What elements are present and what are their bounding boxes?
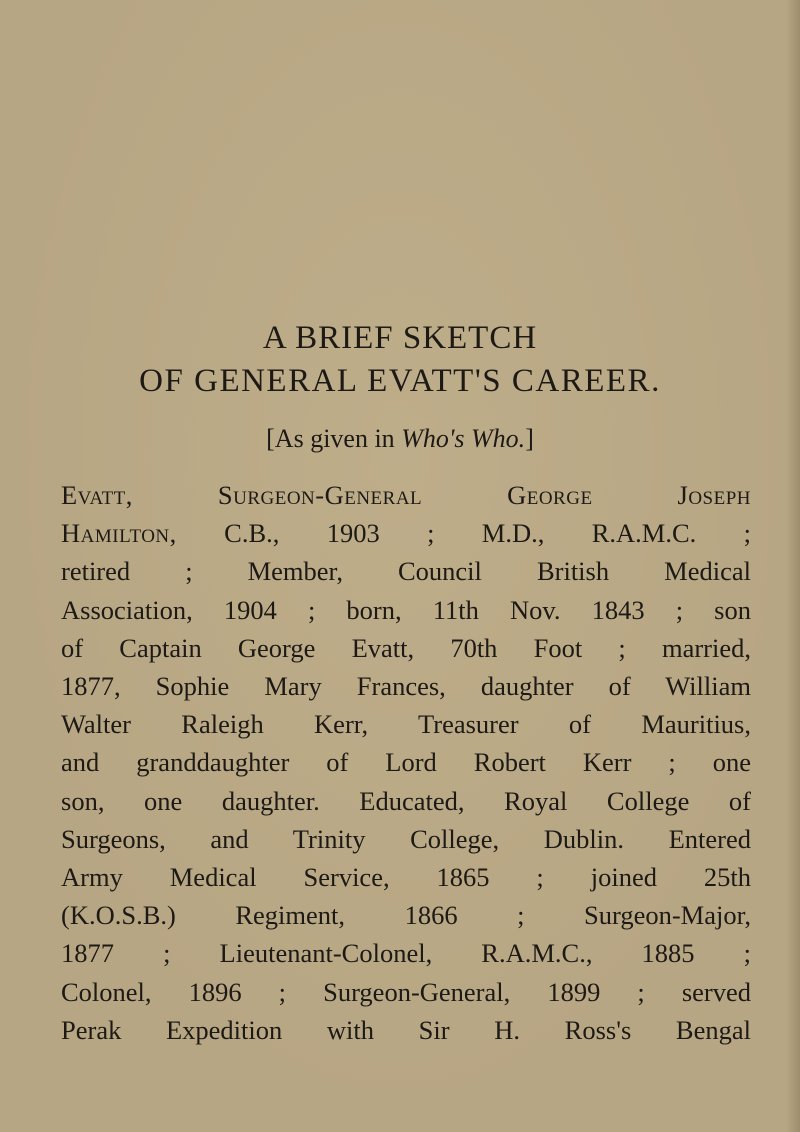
entry-line-15: Perak Expedition with Sir H. Ross's Bengal xyxy=(61,1014,751,1045)
entry-line-7: Walter Raleigh Kerr, Treasurer of Mauritius, xyxy=(61,709,751,740)
entry-line-14: Colonel, 1896 ; Surgeon-General, 1899 ; served xyxy=(61,976,751,1007)
page-edge-shadow xyxy=(786,0,800,1132)
entry-line-1: Evatt, Surgeon-General George Joseph xyxy=(61,480,751,510)
source-note-close: ] xyxy=(525,424,534,453)
heading-line-2: OF GENERAL EVATT'S CAREER. xyxy=(139,363,661,399)
heading-line-1: A BRIEF SKETCH xyxy=(262,320,538,356)
entry-line-11: Army Medical Service, 1865 ; joined 25th xyxy=(61,862,751,893)
entry-line-2 xyxy=(61,514,751,552)
entry-line-12: (K.O.S.B.) Regiment, 1866 ; Surgeon-Major, xyxy=(61,900,751,931)
entry-line-13: 1877 ; Lieutenant-Colonel, R.A.M.C., 1885 ; xyxy=(61,938,751,969)
source-note-title: Who's Who. xyxy=(401,424,526,453)
entry-line-4: Association, 1904 ; born, 11th Nov. 1843 ; son xyxy=(61,594,751,625)
source-note-open: [As given in xyxy=(266,424,402,453)
entry-line-6: 1877, Sophie Mary Frances, daughter of William xyxy=(61,671,751,702)
entry-line-9: son, one daughter. Educated, Royal College of xyxy=(61,785,751,816)
entry-line-3: retired ; Member, Council British Medical xyxy=(61,556,751,587)
entry-line-2-rest: C.B., 1903 ; M.D., R.A.M.C. ; xyxy=(176,518,751,549)
entry-line-5: of Captain George Evatt, 70th Foot ; married, xyxy=(61,632,751,663)
entry-line-10: Surgeons, and Trinity College, Dublin. Entered xyxy=(61,823,751,854)
biography-entry xyxy=(61,476,751,1049)
source-note xyxy=(0,424,800,454)
entry-line-2-smallcaps: Hamilton, xyxy=(61,518,177,549)
entry-line-8: and granddaughter of Lord Robert Kerr ; one xyxy=(61,747,751,778)
